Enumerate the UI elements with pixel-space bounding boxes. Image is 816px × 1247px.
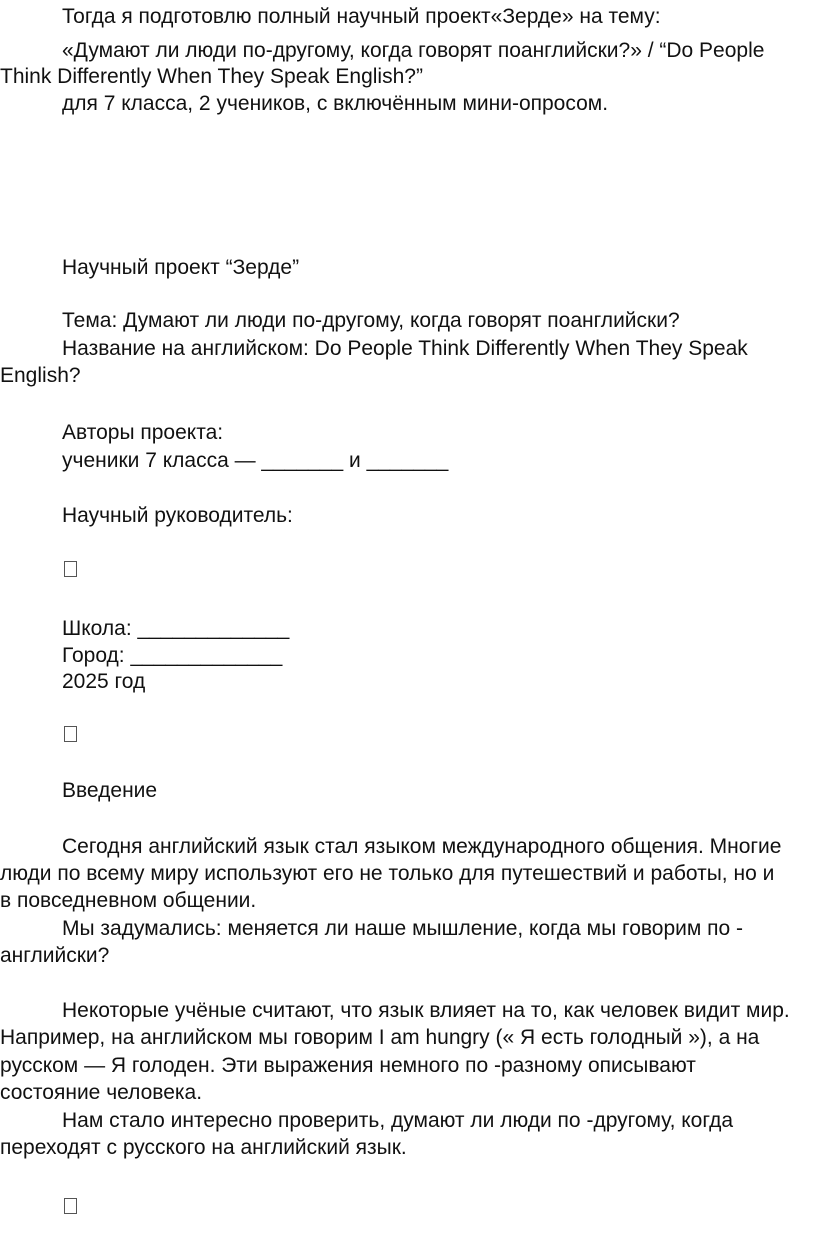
paragraph-line: состояние человека. [0, 1081, 203, 1104]
year-line: 2025 год [62, 670, 146, 693]
school-line: Школа: _____________ [62, 617, 290, 640]
paragraph-line: в повседневном общении. [0, 889, 257, 912]
introduction-heading: Введение [62, 779, 158, 802]
intro-line: «Думают ли люди по-другому, когда говорят поанглийски?» / “Do People [62, 39, 765, 62]
paragraph-line: Например, на английском мы говорим I am hungry (« Я есть голодный »), а на [0, 1026, 760, 1049]
intro-line: Тогда я подготовлю полный научный проект«Зерде» на тему: [62, 5, 661, 28]
intro-line: для 7 класса, 2 учеников, с включённым мини-опросом. [62, 92, 609, 115]
city-line: Город: _____________ [62, 644, 283, 667]
paragraph-line: русском — Я голоден. Эти выражения немного по -разному описывают [0, 1054, 696, 1077]
paragraph-line: Некоторые учёные считают, что язык влияет на то, как человек видит мир. [62, 999, 790, 1022]
paragraph-line: английски? [0, 944, 110, 967]
paragraph-line: Нам стало интересно проверить, думают ли люди по -другому, когда [62, 1109, 734, 1132]
paragraph-line: люди по всему миру используют его не только для путешествий и работы, но и [0, 862, 775, 885]
supervisor-heading: Научный руководитель: [62, 504, 293, 527]
english-title-line: English? [0, 364, 81, 387]
authors-students: ученики 7 класса — _______ и _______ [62, 449, 449, 472]
authors-heading: Авторы проекта: [62, 421, 224, 444]
paragraph-line: Сегодня английский язык стал языком международного общения. Многие [62, 835, 782, 858]
paragraph-line: переходят с русского на английский язык. [0, 1136, 407, 1159]
checkbox-square-icon [64, 1198, 77, 1214]
intro-line: Think Differently When They Speak English?” [0, 65, 423, 88]
topic-line: Тема: Думают ли люди по-другому, когда говорят поанглийски? [62, 309, 680, 332]
english-title-line: Название на английском: Do People Think Differently When They Speak [62, 337, 748, 360]
checkbox-square-icon [64, 561, 77, 577]
paragraph-line: Мы задумались: меняется ли наше мышление, когда мы говорим по - [62, 917, 744, 940]
project-title: Научный проект “Зерде” [62, 256, 300, 279]
checkbox-square-icon [64, 726, 77, 742]
